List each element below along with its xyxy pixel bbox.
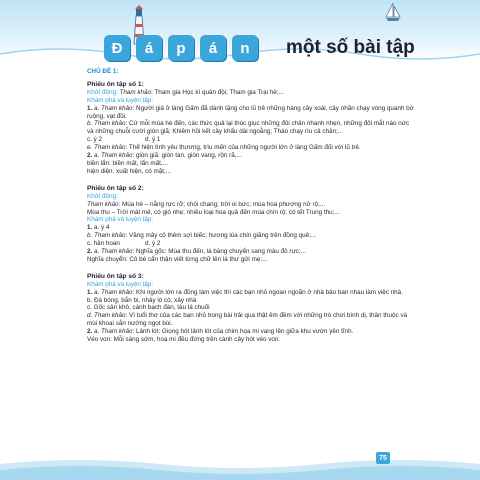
subheading: Khám phá và luyện tập: bbox=[87, 280, 154, 288]
answer-line: 1. a. ý 4 bbox=[87, 224, 110, 232]
answer-line: b. Tham khảo: Cứ mỗi mùa hè đến, các thức quả lại thúc giục những đôi chân nhanh nhẹn, những đôi mắt náo nức và những chuỗi cười giòn giã; Khiêm hồi kết cây khẩu dài ngoằng; Tháo chạy rìu cả chân;... bbox=[87, 120, 410, 136]
title-tile: Đ bbox=[104, 35, 130, 61]
answer-line: biền lẩn: biền mất, lẩn mất,... bbox=[87, 159, 168, 167]
page-title bbox=[104, 28, 415, 68]
answer-row: c. hân hoan d. ý 2 bbox=[87, 240, 161, 248]
answer-line: hiện diện: xuất hiện, có mặt,... bbox=[87, 167, 172, 175]
answer-line: Tham khảo: Mùa hè – nắng rực rỡ; chói chang; trời oi bức; mùa hoa phượng nở rộ;... bbox=[87, 200, 326, 208]
answer-line: Nghĩa chuyển: Cô bé cẩn thận viết từng chữ lên lá thư gửi mẹ;... bbox=[87, 255, 268, 263]
warmup-line: Khởi động: Tham khảo: Tham gia Học kì quân đội; Tham gia Trại hè;... bbox=[87, 88, 284, 96]
title-tile: p bbox=[168, 35, 194, 61]
section-title: Phiếu ôn tập số 3: bbox=[87, 272, 144, 280]
answer-line: 2. a. Tham khảo: Nghĩa gốc: Mùa thu đến, lá bàng chuyển sang màu đỏ rực;... bbox=[87, 248, 306, 256]
answer-line: d. Tham khảo: Vì tuổi thơ của các bạn nhỏ trong bài trải qua thật êm đềm với những trò chơi bình dị, thân thuộc và mùi khoai sắn nướng ngọt bùi. bbox=[87, 312, 408, 328]
footer-wave bbox=[0, 456, 480, 480]
answer-line: b. Tham khảo: Vầng mây cô thêm sợi biếc; hương lúa chín giăng trên đồng quê;... bbox=[87, 232, 317, 240]
subheading: Khởi động: bbox=[87, 192, 118, 200]
answer-line: Mùa thu – Trời mát mẻ, có gió nhẹ; nhiều loại hoa quả đến mùa chín rộ; có tết Trung thu;... bbox=[87, 208, 340, 216]
answer-line: 2. a. Tham khảo: Lảnh lót: Giọng hót lảnh lót của chim họa mi vang lên giữa khu vườn yên tĩnh. bbox=[87, 328, 354, 336]
subheading: Khám phá và luyện tập: bbox=[87, 216, 154, 224]
answer-line: c. Gốc sân khô, cánh bạch đàn, tàu lá chuối bbox=[87, 304, 210, 312]
title-tile: n bbox=[232, 35, 258, 61]
answer-row: c. ý 2 d. ý 1 bbox=[87, 136, 161, 144]
topic-heading: CHỦ ĐỀ 1: bbox=[87, 68, 119, 75]
answer-line: 1. a. Tham khảo: Khi người lớn ra đồng làm việc thì các bạn nhỏ ngoan ngoãn ở nhà bảo ban nhau làm việc nhà. bbox=[87, 288, 403, 296]
subheading: Khám phá và luyện tập: bbox=[87, 96, 154, 104]
answer-line: e. Tham khảo: Thể hiện tình yêu thương, trìu mến của những người lớn ở làng Gấm đối với lũ trẻ. bbox=[87, 144, 361, 152]
title-tile: á bbox=[200, 35, 226, 61]
title-tile: á bbox=[136, 35, 162, 61]
answer-line: Véo von: Mỗi sáng sớm, hoạ mi đều đứng trên cành cây hót véo von. bbox=[87, 336, 281, 344]
answer-line: 1. a. Tham khảo: Người già ở làng Gấm đã dành tặng cho lũ trẻ những hàng cây xoài, cây nhãn chạy vòng quanh bờ ruộng, vạt đồi. bbox=[87, 104, 414, 120]
section-title: Phiếu ôn tập số 2: bbox=[87, 184, 144, 192]
answer-line: 2. a. Tham khảo: giòn giã: giòn tan, giòn vang, rộn rã,... bbox=[87, 152, 242, 160]
page-number: 75 bbox=[376, 452, 390, 464]
answer-content bbox=[87, 68, 417, 344]
sailboat-icon bbox=[384, 2, 402, 22]
answer-line: b. Đá bóng, bắn bi, nhảy lò cò, xây nhà bbox=[87, 296, 197, 304]
section-title: Phiếu ôn tập số 1: bbox=[87, 80, 144, 88]
title-main: một số bài tập bbox=[286, 37, 415, 58]
